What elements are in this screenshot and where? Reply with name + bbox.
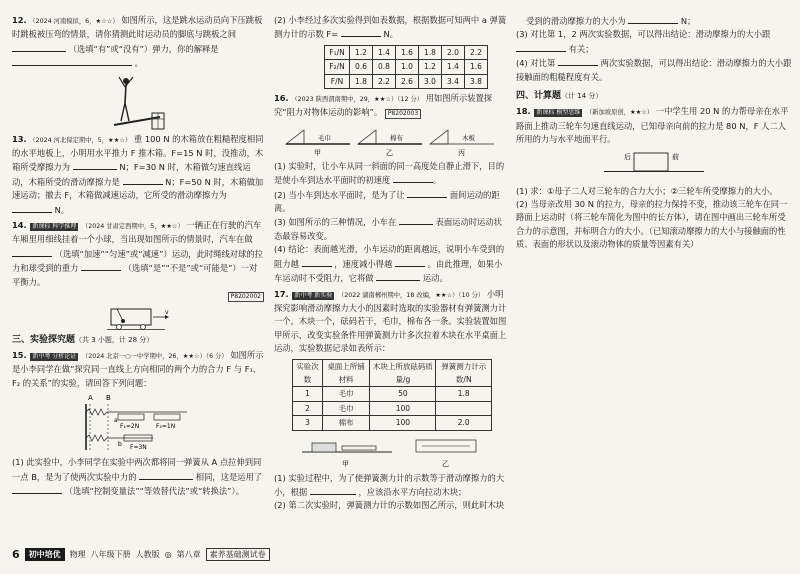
question-12: 12. （2024 河南模拟，6，★☆☆） 如图所示，这是跳水运动员向下压跳板时跳板被压弯的情景，请你猜测此时运动员的脚底与跳板之间 （选填“有”或“没有”）弹力，你的解释是 。 [12, 15, 263, 69]
table-cell: 2.6 [396, 74, 419, 88]
answer-blank[interactable] [558, 56, 598, 66]
table-cell: 1.8 [436, 387, 492, 401]
footer-test-name: 素养基础测试卷 [206, 548, 270, 561]
question-18-part-1: (1) 求：①母子二人对三轮车的合力大小；②三轮车所受摩擦力的大小。 [516, 185, 778, 196]
answer-blank[interactable] [393, 173, 433, 183]
surface-label: 毛巾 [318, 133, 331, 142]
category-tag: 新课标 科学推理 [32, 223, 77, 231]
category-tag: 新中考 分析论证 [32, 352, 77, 360]
table-header-cell: 实验次数 [293, 359, 323, 387]
table-cell: 2 [293, 401, 323, 415]
table-cell: 2.2 [465, 45, 488, 59]
footer-grade: 八年级下册 [90, 550, 131, 559]
incline-ramp [358, 130, 376, 144]
answer-blank[interactable] [628, 14, 678, 24]
table-cell: 2.2 [373, 74, 396, 88]
question-source: （新加坡原创，★★☆） [585, 109, 654, 117]
answer-blank[interactable] [399, 215, 433, 225]
category-tag: 新课标 模型思维 [536, 109, 581, 117]
table-cell: 1.4 [442, 60, 465, 74]
answer-blank[interactable] [12, 247, 52, 257]
table-cell: F₁/N [325, 45, 350, 59]
surface-label: 木板 [462, 133, 475, 142]
table-header-cell: 弹簧测力计示数/N [436, 359, 492, 387]
question-18: 18. 新课标 模型思维 （新加坡原创，★★☆） 一中学生用 20 N 的力帮母亲在水平路面上推动三轮车匀速直线运动，已知母亲向前的拉力是 80 N，F 人二人所用的力与水平地面平行。 [516, 106, 789, 145]
answer-blank[interactable] [341, 27, 381, 37]
question-text: （选填“有”或“没有”）弹力，你的解释是 [68, 43, 219, 54]
table-cell: 2.0 [436, 416, 492, 430]
brand-logo: 初中培优 [25, 548, 65, 561]
question-number: 17. [274, 288, 289, 299]
answer-blank[interactable] [376, 271, 420, 281]
question-18-part-2: (2) 当母亲改用 30 N 的拉力，母亲的拉力保持不变，推动该三轮车在同一路面上运动时（将三轮车简化为图中的长方体），请在图中画出三轮车所受合力的示意图，并标明合力的大小。（已知滚动摩擦力的大小与接触面的性质、表面的形状以及滚动物体的质量等因素有关） [516, 199, 788, 250]
section-3-heading: 三、实验探究题（共 3 小题，计 28 分） [12, 334, 154, 345]
question-number: 12. [12, 15, 27, 25]
question-16-part-1: (1) 实验时，让小车从同一斜面的同一高度处自静止滑下，目的是使小车到达水平面时的初速度 。 [274, 160, 505, 186]
figure-caption: 丙 [458, 148, 465, 157]
question-17-part-1: (1) 实验过程中，为了使弹簧测力计的示数等于滑动摩擦力的大小，根据 ，应该沿水平方向拉动木块； [274, 472, 505, 497]
page-number: 6 [12, 548, 20, 561]
table-cell[interactable] [436, 401, 492, 415]
question-15-part-2: (2) 小李经过多次实验得到如表数据，根据数据可知两中 a 弹簧测力计的示数 F= N。 [274, 15, 507, 40]
question-source: （2024 北京一○一中学期中，26，★★☆）（6 分） [81, 352, 228, 360]
table-cell: F₂/N [325, 60, 350, 74]
answer-blank[interactable] [73, 160, 117, 170]
svg-text:A: A [88, 394, 93, 403]
car-pendulum-figure [103, 305, 173, 331]
column-right [516, 14, 792, 252]
table-cell: 0.8 [373, 60, 396, 74]
svg-text:F=3N: F=3N [130, 444, 147, 452]
answer-blank[interactable] [12, 56, 132, 66]
answer-blank[interactable] [310, 485, 356, 495]
svg-text:a: a [114, 417, 118, 425]
figure-code: P8202003 [385, 109, 421, 119]
svg-text:b: b [118, 441, 122, 449]
question-source: （2022 湖南郴州期中，18 改编，★★☆）（10 分） [337, 291, 485, 299]
table-cell: 1.2 [350, 45, 373, 59]
table-row [325, 74, 488, 88]
table-cell: 3.0 [419, 74, 442, 88]
question-source: （2024 河南模拟，6，★☆☆） [29, 18, 119, 25]
svg-text:甲: 甲 [342, 459, 349, 468]
table-cell: 100 [370, 401, 436, 415]
table-cell: 1 [293, 387, 323, 401]
answer-blank[interactable] [139, 470, 193, 480]
question-17: 17. 新中考 新实验 （2022 湖南郴州期中，18 改编，★★☆）（10 分） 小明探究影响滑动摩擦力大小的因素时选取的实验器材有弹簧测力计一个，木块一个，砝码若干，毛巾，棉布各一条。实验装置如图甲所示，改变实验条件用弹簧测力计多次拉着木块在水平桌面上运动，实验数据记录如表所示： [274, 288, 507, 354]
question-16-part-3: (3) 如图所示的三种情况，小车在 表面运动时运动状态最容易改变。 [274, 217, 502, 241]
question-15: 15. 新中考 分析论证 （2024 北京一○一中学期中，26，★★☆）（6 分） 如图所示是小李同学在做“探究同一直线上方向相同的两个力的合力 F 与 F₁、F₂ 的关系”的实验，请回答下列问题： [12, 349, 264, 388]
table-cell: 1.4 [373, 45, 396, 59]
table-row [325, 60, 488, 74]
tricycle-box-figure [594, 149, 714, 183]
table-cell: 1.0 [396, 60, 419, 74]
table-cell: 1.6 [396, 45, 419, 59]
table-header-cell: 桌面上所铺材料 [322, 359, 369, 387]
incline-cart-figure [282, 122, 502, 158]
question-17-continued: 受到的滑动摩擦力的大小为 N； [526, 16, 696, 26]
footer-edition: 人教版 [135, 550, 160, 559]
incline-ramp [430, 130, 448, 144]
answer-blank[interactable] [395, 257, 425, 267]
question-number: 13. [12, 133, 27, 144]
svg-text:B: B [106, 394, 111, 403]
velocity-label: v [165, 308, 169, 316]
svg-text:乙: 乙 [442, 459, 449, 468]
question-source: （2024 甘肃定西期中，5，★★☆） [81, 223, 184, 231]
question-source: （2024 河北保定期中，5，★★☆） [29, 136, 132, 144]
answer-blank[interactable] [81, 261, 121, 271]
question-14: 14. 新课标 科学推理 （2024 甘肃定西期中，5，★★☆） 一辆正在行驶的汽车车厢里用细线挂着一个小球，当出现如图所示的情景时，汽车在做 （选填“加速”“匀速”或“减速”）运动，此时绳线对球的拉力和球受到的重力 （选填“是”“不是”或“可能是”）一对平衡力。 [12, 220, 263, 287]
category-tag: 新中考 新实验 [294, 291, 333, 299]
table-cell: 3 [293, 416, 323, 430]
question-17-part-2: (2) 第二次实验时，弹簧测力计的示数如图乙所示，则此时木块 [274, 500, 505, 511]
table-row [325, 45, 488, 59]
spring-force-figure [78, 392, 198, 454]
question-17-part-4: (4) 对比第 两次实验数据，可以得出结论：滑动摩擦力的大小跟接触面的粗糙程度有关。 [516, 58, 792, 82]
table-cell: 1.6 [465, 60, 488, 74]
question-16-part-2: (2) 当小车到达水平面时，是为了让 面间运动的距离。 [274, 189, 500, 214]
question-16: 16. （2023 陕西渭南期中，29，★★☆）（12 分） 用如图所示装置探究“阻力对物体运动的影响”。 P8202003 [274, 93, 493, 118]
table-cell: 1.8 [419, 45, 442, 59]
table-cell: 100 [370, 416, 436, 430]
table-cell: 50 [370, 387, 436, 401]
force-data-table [324, 45, 488, 89]
svg-text:后: 后 [624, 152, 631, 161]
answer-blank[interactable] [12, 484, 62, 494]
column-left [12, 14, 264, 498]
svg-text:F₂=1N: F₂=1N [156, 423, 176, 431]
friction-data-table [292, 359, 492, 431]
table-header-row [293, 359, 492, 387]
question-15-part-1: (1) 此实验中，小李同学在实验中两次都将同一弹簧从 A 点拉伸到同一点 B，是为了使两次实验中力的 相同，这是运用了 （选填“控制变量法”“等效替代法”或“转换法”）。 [12, 457, 263, 496]
svg-text:F₁=2N: F₁=2N [120, 423, 140, 431]
question-number: 15. [12, 349, 27, 360]
question-17-part-3: (3) 对比第 1，2 两次实验数据，可以得出结论：滑动摩擦力的大小跟 有关； [516, 29, 771, 54]
question-number: 14. [12, 220, 27, 231]
table-row [293, 387, 492, 401]
figure-caption: 乙 [386, 148, 393, 157]
table-row [293, 401, 492, 415]
footer-divider-icon: ◎ [164, 550, 172, 559]
table-cell: 1.8 [350, 74, 373, 88]
question-text: 如图所示，这是跳水运动员向下压跳板时跳板被压弯的情景，请你猜测此时运动员的脚底与跳板之间 [12, 15, 263, 40]
table-cell: 1.2 [419, 60, 442, 74]
diving-board-figure [108, 73, 168, 131]
answer-blank[interactable] [12, 203, 52, 213]
surface-label: 棉布 [390, 133, 403, 142]
table-header-cell: 木块上所放砝码质量/g [370, 359, 436, 387]
figure-caption: 甲 [314, 148, 321, 157]
table-cell: 毛巾 [322, 387, 369, 401]
table-cell: 3.8 [465, 74, 488, 88]
table-row [293, 416, 492, 430]
answer-blank[interactable] [407, 188, 447, 198]
question-source: （2023 陕西渭南期中，29，★★☆）（12 分） [291, 96, 424, 104]
table-cell: 棉布 [322, 416, 369, 430]
footer-chapter: 第八章 [176, 550, 201, 559]
question-number: 18. [516, 106, 531, 117]
column-middle [274, 14, 510, 513]
answer-blank[interactable] [123, 175, 163, 185]
table-cell: 毛巾 [322, 401, 369, 415]
footer-subject: 物理 [69, 550, 86, 559]
figure-code: P8202002 [228, 292, 264, 302]
table-cell: 0.6 [350, 60, 373, 74]
answer-blank[interactable] [516, 42, 566, 52]
question-13: 13. （2024 河北保定期中，5，★★☆） 重 100 N 的木箱放在粗糙程度相同的水平地板上，小明用水平推力 F 推木箱。F=15 N 时，没推动，木箱所受摩擦力为 N；F=30 N 时，木箱做匀速直线运动，木箱所受的滑动摩擦力是 N；F=50 N 时，木箱做加速运动；撤去 F，木箱做减速运动，它所受的滑动摩擦力为 N。 [12, 133, 264, 215]
svg-text:前: 前 [672, 152, 679, 161]
incline-ramp [286, 130, 304, 144]
table-cell: 3.4 [442, 74, 465, 88]
page-footer [12, 548, 270, 561]
table-cell: F/N [325, 74, 350, 88]
section-4-heading: 四、计算题（计 14 分） [516, 91, 603, 102]
friction-apparatus-figure [292, 434, 492, 470]
answer-blank[interactable] [12, 42, 66, 52]
answer-blank[interactable] [302, 257, 332, 267]
question-16-part-4: (4) 结论：表面越光滑，小车运动的距离越远，说明小车受到的阻力越 ，速度减小得越 。由此推理，如果小车运动时不受阻力，它将做 运动。 [274, 244, 505, 284]
question-number: 16. [274, 93, 289, 104]
table-cell: 2.0 [442, 45, 465, 59]
